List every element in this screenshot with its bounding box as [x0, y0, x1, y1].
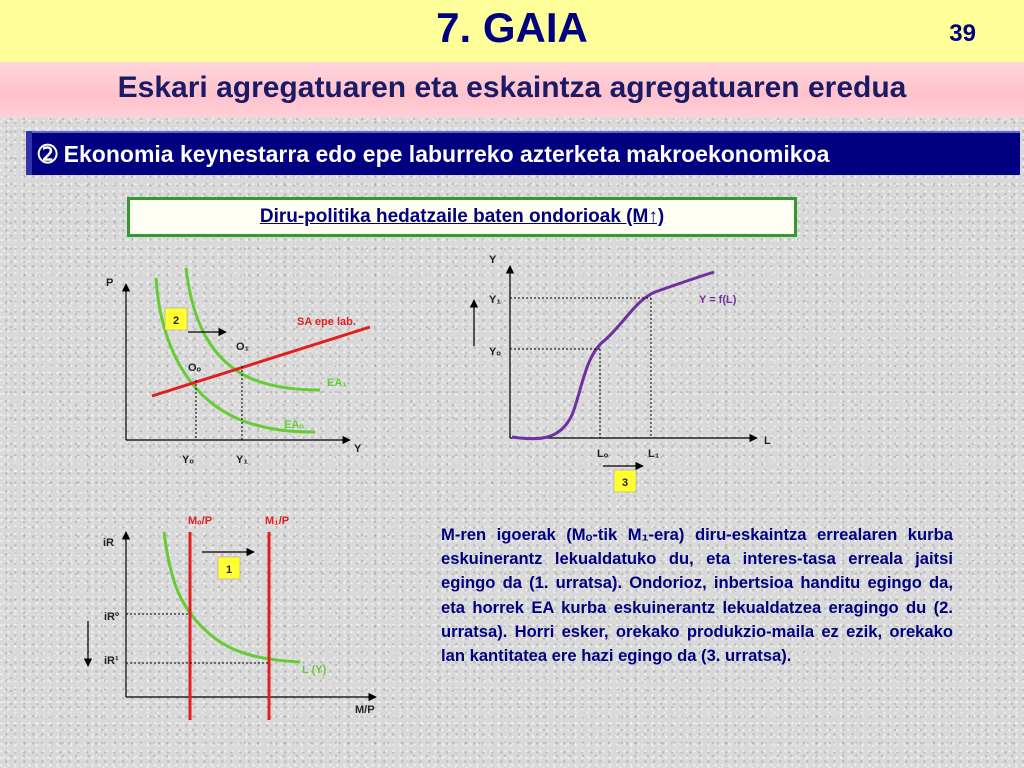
ad-as-graph	[106, 268, 370, 466]
ad-as-x-axis-label: Y	[354, 443, 362, 455]
point-o1-label: O₁	[236, 341, 250, 353]
money-y-axis-label: iR	[103, 537, 114, 549]
production-curve	[512, 272, 714, 439]
supply-1-label: M₁/P	[265, 515, 290, 527]
tick-y1-label: Y₁	[236, 454, 248, 466]
money-market-graph	[88, 515, 376, 720]
production-curve-label: Y = f(L)	[699, 294, 737, 306]
ad-as-y-axis-label: P	[106, 277, 114, 289]
prod-x-axis-label: L	[764, 435, 771, 447]
chapter-title: 7. GAIA	[436, 4, 588, 51]
tick-y0-label: Yₒ	[489, 346, 501, 358]
ea0-curve	[156, 278, 315, 432]
money-x-axis-label: M/P	[355, 704, 375, 716]
sa-label: SA epe lab.	[297, 316, 356, 328]
point-o0-label: Oₒ	[188, 362, 202, 374]
step-3-label: 3	[621, 477, 629, 489]
ea0-label: EAₒ	[284, 419, 304, 431]
explanation-text: M-ren igoerak (Mₒ-tik M₁-era) diru-eskaintza errealaren kurba eskuinerantz lekualdatuko du, eta interes-tasa erreala jaitsi egingo da (1. urratsa). Ondorioz, inbertsioa handitu egingo da, eta horrek EA kurba eskuinerantz lekualdatzea eragingo du (2. urratsa). Horri esker, orekako produkzio-maila ez ezik, orekako lan kantitatea ere hazi egingo da (3. urratsa).	[441, 525, 953, 666]
ea1-curve	[186, 268, 320, 390]
tick-i1-label: iR¹	[104, 655, 119, 667]
box-title-text: Diru-politika hedatzaile baten ondorioak (M↑)	[259, 206, 665, 227]
tick-y1-label: Y₁	[489, 294, 501, 306]
slide-subtitle: Eskari agregatuaren eta eskaintza agregatuaren eredua	[117, 71, 907, 104]
step-2-label: 2	[172, 315, 180, 327]
prod-y-axis-label: Y	[489, 254, 497, 266]
tick-i0-label: iRº	[104, 611, 120, 623]
production-graph	[474, 254, 771, 492]
ea1-label: EA₁	[327, 377, 347, 389]
step-1-label: 1	[225, 564, 233, 576]
tick-l1-label: L₁	[648, 448, 660, 460]
supply-0-label: Mₒ/P	[188, 515, 213, 527]
section-heading: ➁ Ekonomia keynestarra edo epe laburreko azterketa makroekonomikoa	[38, 141, 830, 167]
tick-l0-label: Lₒ	[597, 448, 609, 460]
money-demand-label: L (Y)	[302, 664, 327, 676]
page-number: 39	[949, 20, 976, 47]
tick-y0-label: Yₒ	[182, 454, 194, 466]
